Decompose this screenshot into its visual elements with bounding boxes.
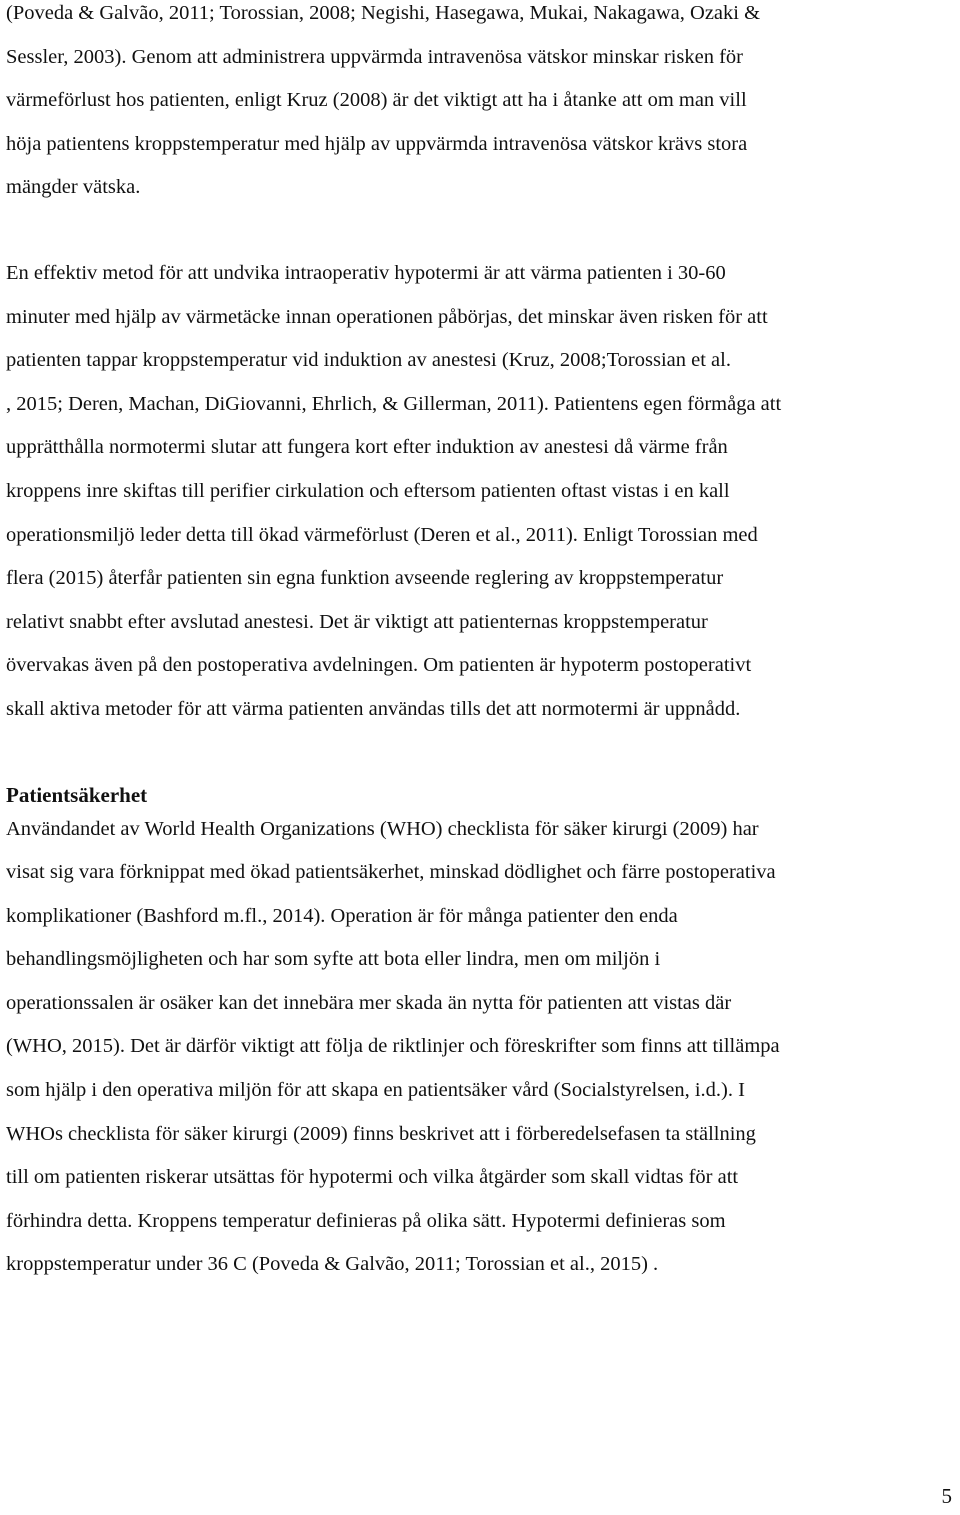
paragraph-patient-safety — [6, 808, 956, 1288]
text-line: visat sig vara förknippat med ökad patientsäkerhet, minskad dödlighet och färre postoperativa — [6, 861, 776, 884]
text-line: mängder vätska. — [6, 176, 141, 199]
text-line: Användandet av World Health Organizations (WHO) checklista för säker kirurgi (2009) har — [6, 817, 759, 840]
text-line: värmeförlust hos patienten, enligt Kruz (2008) är det viktigt att ha i åtanke att om man vill — [6, 89, 747, 112]
text-line: WHOs checklista för säker kirurgi (2009) finns beskrivet att i förberedelsefasen ta ställning — [6, 1122, 756, 1145]
text-line: skall aktiva metoder för att värma patienten användas tills det att normotermi är uppnådd. — [6, 697, 741, 720]
text-line: behandlingsmöjligheten och har som syfte att bota eller lindra, men om miljön i — [6, 948, 661, 971]
text-line: (Poveda & Galvão, 2011; Torossian, 2008; Negishi, Hasegawa, Mukai, Nakagawa, Ozaki & — [6, 2, 761, 24]
text-line: minuter med hjälp av värmetäcke innan operationen påbörjas, det minskar även risken för att — [6, 305, 768, 328]
section-heading: Patientsäkerhet — [6, 782, 148, 807]
text-line: förhindra detta. Kroppens temperatur definieras på olika sätt. Hypotermi definieras som — [6, 1209, 726, 1232]
text-line: kroppstemperatur under 36 C (Poveda & Galvão, 2011; Torossian et al., 2015) . — [6, 1253, 659, 1276]
text-line: till om patienten riskerar utsättas för hypotermi och vilka åtgärder som skall vidtas för att — [6, 1166, 739, 1189]
text-line: operationsmiljö leder detta till ökad värmeförlust (Deren et al., 2011). Enligt Torossian med — [6, 523, 758, 546]
text-line: komplikationer (Bashford m.fl., 2014). Operation är för många patienter den enda — [6, 904, 678, 927]
text-line: patienten tappar kroppstemperatur vid induktion av anestesi (Kruz, 2008;Torossian et al. — [6, 349, 731, 372]
text-line: (WHO, 2015). Det är därför viktigt att följa de riktlinjer och föreskrifter som finns att tillämpa — [6, 1035, 780, 1058]
document-page — [6, 0, 956, 1287]
text-line: flera (2015) återfår patienten sin egna funktion avseende reglering av kroppstemperatur — [6, 567, 724, 590]
paragraph-ivf-warming — [6, 0, 956, 210]
text-line: höja patientens kroppstemperatur med hjälp av uppvärmda intravenösa vätskor krävs stora — [6, 132, 748, 155]
text-line: operationssalen är osäker kan det innebära mer skada än nytta för patienten att vistas där — [6, 991, 732, 1014]
text-line: övervakas även på den postoperativa avdelningen. Om patienten är hypoterm postoperativt — [6, 654, 752, 677]
text-line: upprätthålla normotermi slutar att fungera kort efter induktion av anestesi då värme från — [6, 436, 728, 459]
text-line: En effektiv metod för att undvika intraoperativ hypotermi är att värma patienten i 30-60 — [6, 261, 726, 284]
paragraph-prewarming — [6, 252, 956, 732]
text-line: Sessler, 2003). Genom att administrera uppvärmda intravenösa vätskor minskar risken för — [6, 45, 743, 68]
text-line: relativt snabbt efter avslutad anestesi. Det är viktigt att patienternas kroppstemperatur — [6, 610, 708, 633]
text-line: , 2015; Deren, Machan, DiGiovanni, Ehrlich, & Gillerman, 2011). Patientens egen förmåga att — [6, 392, 782, 415]
text-line: som hjälp i den operativa miljön för att skapa en patientsäker vård (Socialstyrelsen, i.d.). I — [6, 1079, 745, 1102]
page-number: 5 — [941, 1484, 952, 1508]
text-line: kroppens inre skiftas till perifier cirkulation och eftersom patienten oftast vistas i en kall — [6, 479, 730, 502]
